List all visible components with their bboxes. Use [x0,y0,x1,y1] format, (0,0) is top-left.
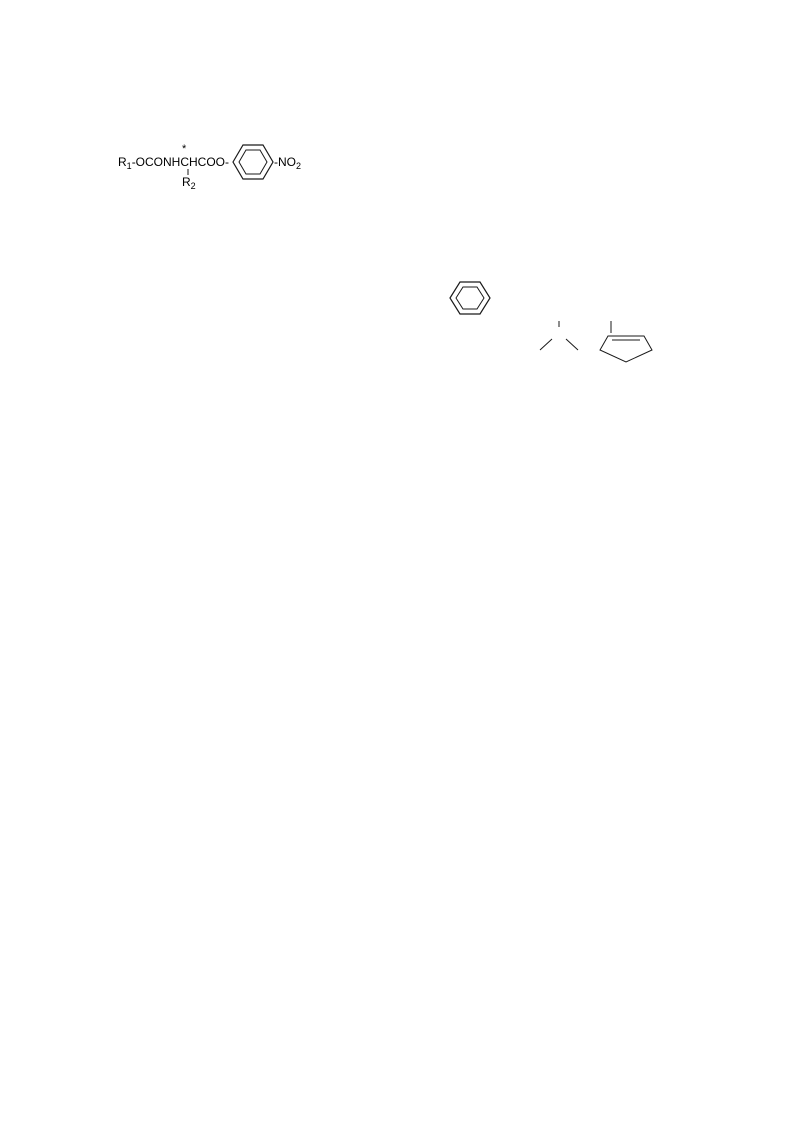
svg-text:*: * [182,143,187,155]
figure-1 [85,315,345,605]
polymer-structure [370,278,700,370]
substrate-formula-drawing [118,140,328,190]
svg-text:-NO2: $-NO_2$ [274,155,302,171]
svg-text:R1-OCONHCHCOO-: $R_1-OCONHCHCOO-$ [118,155,230,171]
substrate-structure [118,140,328,190]
svg-text:R2: $R_2$ [182,175,196,190]
figure-1-chart [85,315,345,605]
